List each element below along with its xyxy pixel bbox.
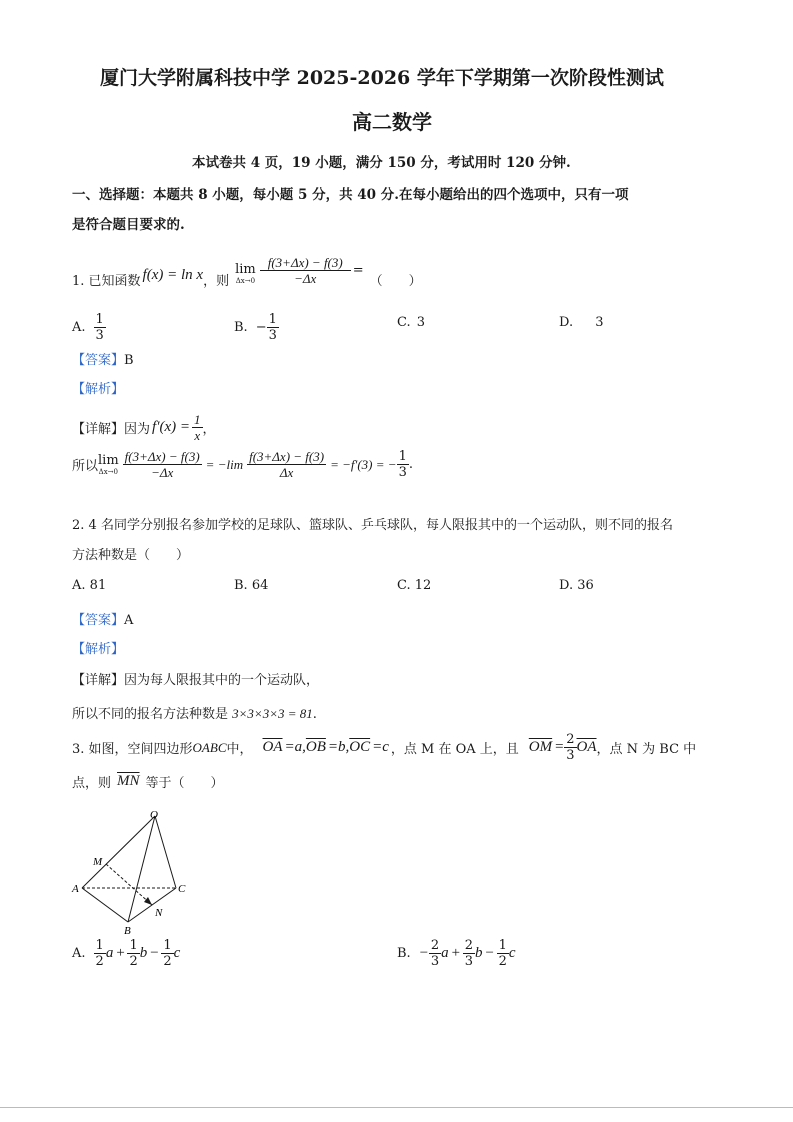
segment-mn bbox=[106, 864, 152, 905]
q3-eq-frac-den: 3 bbox=[566, 748, 575, 763]
q2-result-end: . bbox=[312, 707, 317, 722]
q1-step-den1: −Δx bbox=[151, 465, 174, 480]
q1-step-lim-sub: Δx→0 bbox=[98, 468, 118, 476]
q3-b-c1-num: 2 bbox=[430, 938, 440, 953]
q2-option-c[interactable] bbox=[397, 578, 431, 593]
q3-option-b[interactable] bbox=[397, 938, 516, 969]
q2-line1: 2. 4 名同学分别报名参加学校的足球队、篮球队、乒乓球队，每人限报其中的一个运动队，则不同的报名 bbox=[72, 518, 673, 533]
q3-vec-oa: $\overline{OA}$ bbox=[262, 739, 283, 755]
label-a: A bbox=[72, 883, 79, 895]
exam-info: 本试卷共 4 页，19 小题，满分 150 分，考试用时 120 分钟. bbox=[192, 155, 571, 171]
q1-equals: = bbox=[352, 263, 364, 278]
q3-eq-frac bbox=[564, 732, 576, 763]
q1-step-den2: Δx bbox=[279, 465, 294, 480]
q3-vec-oa2: $\overline{OA}$ bbox=[576, 739, 597, 755]
q3-a: a bbox=[294, 739, 303, 755]
q2-option-d-value: 36 bbox=[577, 578, 594, 593]
q3-eq-b: =b, bbox=[327, 739, 350, 755]
edge-oa bbox=[82, 816, 155, 888]
q3-a-minus: − bbox=[149, 945, 160, 961]
q2-answer-label: 【答案】 bbox=[72, 613, 125, 628]
q2-answer bbox=[72, 609, 133, 628]
q1-option-a[interactable] bbox=[72, 312, 106, 343]
page-bottom-rule bbox=[0, 1107, 793, 1108]
q3-eq-c: =c bbox=[372, 739, 389, 755]
q1-step-lim-word: lim bbox=[98, 453, 119, 468]
q1-step-num1: f(3+Δx) − f(3) bbox=[124, 449, 200, 464]
q1-comma: ， bbox=[202, 422, 216, 437]
q3-line2-a: 点，则 bbox=[72, 776, 112, 791]
edge-ab bbox=[82, 888, 128, 922]
q2-line2: 方法种数是（ ） bbox=[72, 548, 190, 563]
q2-option-d[interactable] bbox=[559, 578, 594, 593]
q3-b-minus: − bbox=[484, 945, 495, 961]
q1-step-period: . bbox=[408, 457, 413, 472]
label-o: O bbox=[150, 809, 158, 821]
q1-option-b-frac bbox=[267, 312, 279, 343]
q1-option-d-value: 3 bbox=[595, 315, 604, 330]
q1-func: f(x) = ln x bbox=[142, 267, 204, 283]
q1-option-a-frac bbox=[94, 312, 106, 343]
q3-a-term3: c bbox=[173, 945, 181, 961]
q3-b-c2-den: 3 bbox=[464, 954, 473, 969]
q1-detail bbox=[72, 412, 216, 443]
label-c: C bbox=[178, 883, 186, 895]
q2-option-b-label: B. bbox=[234, 578, 248, 593]
q2-result-text: 所以不同的报名方法种数是 bbox=[72, 707, 229, 722]
q3-b-c3 bbox=[497, 938, 509, 969]
q1-paren: （ ） bbox=[369, 274, 422, 289]
q3-b-term1: a bbox=[441, 945, 449, 961]
q3-option-a[interactable] bbox=[72, 938, 180, 969]
q2-option-a-label: A. bbox=[72, 578, 86, 593]
q1-step-limit bbox=[98, 453, 119, 476]
q1-step-fden: 3 bbox=[398, 465, 407, 480]
q3-after-vecs: ，点 M 在 OA 上，且 bbox=[390, 742, 519, 757]
q1-option-a-den: 3 bbox=[95, 328, 104, 343]
page-title: 厦门大学附属科技中学 2025-2026 学年下学期第一次阶段性测试 bbox=[100, 67, 664, 89]
q3-a-c1-num: 1 bbox=[95, 938, 104, 953]
q3-b: b bbox=[338, 739, 346, 755]
q1-option-a-num: 1 bbox=[95, 312, 104, 327]
q1-answer-label: 【答案】 bbox=[72, 353, 125, 368]
q3-a-term1: a bbox=[105, 945, 114, 961]
q1-option-a-label: A. bbox=[72, 320, 86, 335]
q3-a-c3 bbox=[161, 938, 173, 969]
q1-step-mid: = −lim bbox=[205, 456, 244, 472]
q3-b-c2 bbox=[463, 938, 475, 969]
q3-a-c3-num: 1 bbox=[163, 938, 172, 953]
q3-b-c3-den: 2 bbox=[498, 954, 507, 969]
q3-vec-om: $\overline{OM}$ bbox=[528, 739, 553, 755]
q2-option-b[interactable] bbox=[234, 578, 268, 593]
q3-a-c2 bbox=[127, 938, 139, 969]
q1-so-text: 所以 bbox=[72, 459, 99, 474]
q2-option-a-value: 81 bbox=[89, 578, 107, 593]
q1-detail-label: 【详解】 bbox=[72, 422, 125, 437]
q3-vec-oc: $\overline{OC}$ bbox=[349, 739, 371, 755]
q2-detail-label: 【详解】 bbox=[72, 673, 125, 688]
q1-detail-text: 因为 bbox=[124, 422, 151, 437]
q1-option-b-den: 3 bbox=[268, 328, 277, 343]
q2-analysis-label: 【解析】 bbox=[72, 642, 125, 657]
q1-step-frac3 bbox=[397, 449, 409, 480]
q1-step-frac1 bbox=[123, 449, 202, 480]
q3-option-a-label: A. bbox=[72, 946, 86, 961]
q3-eq-frac-num: 2 bbox=[566, 732, 575, 747]
q3-b-c3-num: 1 bbox=[498, 938, 507, 953]
label-m: M bbox=[93, 856, 103, 868]
q3-a-c3-den: 2 bbox=[163, 954, 172, 969]
q1-deriv-den: x bbox=[194, 428, 201, 443]
q1-analysis-label: 【解析】 bbox=[72, 382, 125, 397]
section-heading-line2: 是符合题目要求的. bbox=[72, 217, 185, 233]
tetrahedron-figure bbox=[70, 808, 200, 938]
q1-lim-sub: Δx→0 bbox=[235, 277, 256, 285]
q3-mid: 中， bbox=[226, 742, 253, 757]
q1-solution-step bbox=[72, 449, 413, 480]
q2-option-d-label: D. bbox=[559, 578, 574, 593]
q3-a-c2-den: 2 bbox=[129, 954, 138, 969]
q3-b-c2-num: 2 bbox=[464, 938, 473, 953]
q2-option-a[interactable] bbox=[72, 578, 106, 593]
q1-answer-value: B bbox=[124, 353, 134, 368]
q1-lim-word: lim bbox=[235, 262, 256, 277]
q3-stem-line1 bbox=[72, 732, 696, 763]
q3-a-c2-num: 1 bbox=[129, 938, 138, 953]
q2-result-math: 3×3×3×3 = 81 bbox=[232, 706, 313, 721]
q1-answer bbox=[72, 349, 134, 368]
q1-deriv-lhs: f′(x) = bbox=[152, 419, 190, 435]
q1-prefix: 1. 已知函数 bbox=[72, 274, 141, 289]
q1-option-b-label: B. bbox=[234, 320, 248, 335]
q2-option-c-value: 12 bbox=[414, 578, 432, 593]
q1-limit bbox=[235, 262, 256, 285]
q3-shape: OABC bbox=[192, 739, 227, 755]
q3-b-term2: b bbox=[475, 945, 483, 961]
q3-after-om: ，点 N 为 BC 中 bbox=[596, 742, 697, 757]
q1-middle: ，则 bbox=[203, 274, 230, 289]
edge-oc bbox=[155, 816, 176, 888]
q3-b-c1-den: 3 bbox=[430, 954, 440, 969]
q3-b-plus: + bbox=[450, 945, 461, 961]
q2-option-c-label: C. bbox=[397, 578, 411, 593]
q1-numerator: f(3+Δx) − f(3) bbox=[260, 255, 351, 271]
q1-option-c-label: C. bbox=[397, 315, 411, 330]
q3-line2-b: 等于（ ） bbox=[145, 776, 224, 791]
q3-vec-ob: $\overline{OB}$ bbox=[305, 739, 326, 755]
page-subtitle: 高二数学 bbox=[352, 110, 432, 134]
q1-step-frac2 bbox=[247, 449, 326, 480]
q1-deriv-frac bbox=[192, 412, 203, 443]
q3-prefix: 3. 如图，空间四边形 bbox=[72, 742, 193, 757]
q3-a-c1-den: 2 bbox=[95, 954, 104, 969]
q1-step-fnum: 1 bbox=[398, 449, 407, 464]
q2-detail-text: 因为每人限报其中的一个运动队， bbox=[124, 673, 320, 688]
q3-vec-mn: $\overline{MN}$ bbox=[117, 773, 140, 789]
q3-a-term2: b bbox=[139, 945, 148, 961]
q2-answer-value: A bbox=[124, 613, 134, 628]
q2-detail bbox=[72, 669, 319, 688]
q2-result bbox=[72, 703, 317, 722]
q3-c: c bbox=[382, 739, 389, 755]
section-heading-line1: 一、选择题：本题共 8 小题，每小题 5 分，共 40 分.在每小题给出的四个选项中，只有一项 bbox=[72, 187, 629, 203]
q1-option-b-num: 1 bbox=[268, 312, 277, 327]
q1-option-c[interactable] bbox=[397, 315, 425, 330]
q1-option-b-sign: − bbox=[255, 320, 267, 335]
q3-b-term3: c bbox=[508, 945, 516, 961]
label-b: B bbox=[124, 925, 131, 937]
q1-fraction bbox=[260, 255, 351, 286]
label-n: N bbox=[155, 907, 163, 919]
q1-option-c-value: 3 bbox=[416, 315, 426, 330]
q3-stem-line2 bbox=[72, 772, 224, 791]
q3-option-b-label: B. bbox=[397, 946, 411, 961]
q1-option-b[interactable] bbox=[234, 312, 279, 343]
q3-eq-om: = bbox=[554, 739, 565, 755]
q3-a-plus: + bbox=[115, 945, 126, 961]
q1-deriv-num: 1 bbox=[194, 412, 201, 427]
q1-denominator: −Δx bbox=[294, 271, 317, 286]
q1-stem bbox=[72, 252, 422, 289]
q3-b-c1 bbox=[429, 938, 441, 969]
q1-step-num2: f(3+Δx) − f(3) bbox=[249, 449, 325, 464]
q3-eq-a: =a, bbox=[284, 739, 306, 755]
arrow-head bbox=[144, 897, 152, 905]
q2-option-b-value: 64 bbox=[251, 578, 269, 593]
q3-a-c1 bbox=[94, 938, 106, 969]
q1-option-d-label: D. bbox=[559, 315, 574, 330]
q3-b-neg: − bbox=[418, 945, 429, 961]
q1-step-end: = −f′(3) = − bbox=[330, 456, 397, 472]
q1-option-d[interactable] bbox=[559, 315, 604, 330]
